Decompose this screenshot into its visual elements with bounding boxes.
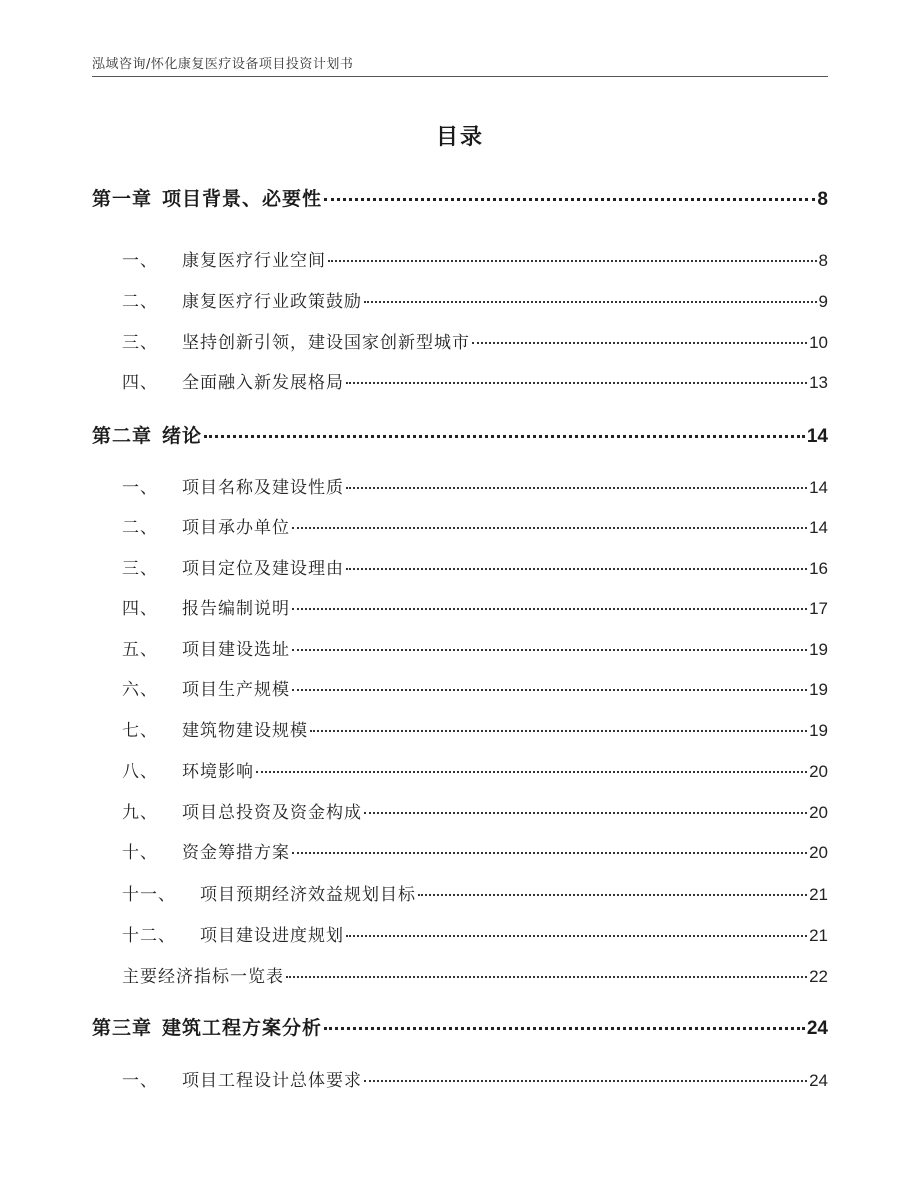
toc-section-entry[interactable] bbox=[92, 880, 828, 905]
dot-leader bbox=[292, 527, 807, 529]
toc-section-entry[interactable] bbox=[92, 554, 828, 579]
toc-section-entry[interactable] bbox=[92, 962, 828, 987]
toc-entry-number: 二、 bbox=[122, 292, 158, 312]
header-rule bbox=[92, 76, 828, 77]
toc-entry-title: 项目建设选址 bbox=[182, 640, 290, 660]
dot-leader bbox=[346, 568, 807, 570]
toc-section-entry[interactable] bbox=[92, 921, 828, 946]
toc-entry-title: 资金筹措方案 bbox=[182, 843, 290, 863]
toc-page-number: 19 bbox=[809, 680, 828, 699]
toc-entry-title: 项目生产规模 bbox=[182, 680, 290, 700]
toc-chapter-entry[interactable] bbox=[92, 1013, 828, 1040]
toc-section-entry[interactable] bbox=[92, 757, 828, 782]
toc-entry-title: 环境影响 bbox=[182, 762, 254, 782]
toc-page-number: 14 bbox=[809, 518, 828, 537]
toc-entry-number: 一、 bbox=[122, 251, 158, 271]
dot-leader bbox=[292, 649, 807, 651]
toc-section-entry[interactable] bbox=[92, 1066, 828, 1091]
toc-section-entry[interactable] bbox=[92, 635, 828, 660]
toc-page-number: 13 bbox=[809, 373, 828, 392]
toc-title: 目录 bbox=[435, 125, 484, 150]
toc-entry-label bbox=[92, 473, 344, 498]
toc-entry-number: 一、 bbox=[122, 478, 158, 498]
toc-entry-title: 项目承办单位 bbox=[182, 518, 290, 538]
toc-section-entry[interactable] bbox=[92, 473, 828, 498]
toc-section-entry[interactable] bbox=[92, 328, 828, 353]
dot-leader bbox=[472, 342, 807, 344]
toc-entry-label bbox=[92, 246, 326, 271]
toc-page-number: 9 bbox=[818, 292, 828, 311]
toc-entry-label bbox=[92, 368, 344, 393]
toc-entry-title: 建筑物建设规模 bbox=[182, 721, 308, 741]
toc-page-number: 24 bbox=[806, 1018, 828, 1039]
toc-entry-number: 十一、 bbox=[122, 885, 176, 905]
toc-entry-title: 全面融入新发展格局 bbox=[182, 373, 344, 393]
toc-entry-title: 项目定位及建设理由 bbox=[182, 559, 344, 579]
toc-entry-number: 十二、 bbox=[122, 926, 176, 946]
dot-leader bbox=[346, 935, 807, 937]
toc-page-number: 16 bbox=[809, 559, 828, 578]
toc-entry-number: 七、 bbox=[122, 721, 158, 741]
toc-section-entry[interactable] bbox=[92, 838, 828, 863]
dot-leader bbox=[346, 487, 807, 489]
toc-page-number: 10 bbox=[809, 333, 828, 352]
toc-section-entry[interactable] bbox=[92, 594, 828, 619]
toc-chapter-entry[interactable] bbox=[92, 421, 828, 448]
toc-entry-title: 坚持创新引领，建设国家创新型城市 bbox=[182, 333, 470, 353]
toc-entry-label bbox=[92, 287, 362, 312]
toc-entry-label bbox=[92, 838, 290, 863]
toc-entry-number: 三、 bbox=[122, 559, 158, 579]
dot-leader bbox=[418, 894, 807, 896]
toc-entry-label bbox=[92, 1066, 362, 1091]
dot-leader bbox=[310, 730, 807, 732]
toc-entry-title: 项目总投资及资金构成 bbox=[182, 803, 362, 823]
toc-entry-number: 九、 bbox=[122, 803, 158, 823]
toc-entry-label bbox=[92, 328, 470, 353]
toc-entry-number: 四、 bbox=[122, 599, 158, 619]
toc-entry-number: 五、 bbox=[122, 640, 158, 660]
dot-leader bbox=[364, 1080, 807, 1082]
dot-leader bbox=[364, 812, 807, 814]
toc-entry-number: 三、 bbox=[122, 333, 158, 353]
toc-entry-label bbox=[92, 594, 290, 619]
toc-entry-number: 四、 bbox=[122, 373, 158, 393]
toc-section-entry[interactable] bbox=[92, 716, 828, 741]
dot-leader bbox=[256, 771, 807, 773]
toc-page-number: 20 bbox=[809, 803, 828, 822]
toc-entry-number: 六、 bbox=[122, 680, 158, 700]
toc-page-number: 14 bbox=[806, 426, 828, 447]
toc-page-number: 24 bbox=[809, 1071, 828, 1090]
dot-leader bbox=[346, 382, 807, 384]
toc-chapter-entry[interactable] bbox=[92, 184, 828, 211]
dot-leader bbox=[328, 260, 817, 262]
toc-entry-title: 康复医疗行业政策鼓励 bbox=[182, 292, 362, 312]
toc-entry-number: 十、 bbox=[122, 843, 158, 863]
toc-entry-title: 项目背景、必要性 bbox=[162, 188, 323, 210]
toc-page-number: 17 bbox=[809, 599, 828, 618]
toc-entry-title: 主要经济指标一览表 bbox=[122, 967, 284, 987]
toc-page-number: 20 bbox=[809, 762, 828, 781]
toc-entry-title: 项目建设进度规划 bbox=[200, 926, 344, 946]
toc-page-number: 8 bbox=[817, 189, 828, 210]
dot-leader bbox=[292, 608, 807, 610]
toc-entry-number: 一、 bbox=[122, 1071, 158, 1091]
toc-entry-title: 项目工程设计总体要求 bbox=[182, 1071, 362, 1091]
toc-entry-label bbox=[92, 798, 362, 823]
toc-entry-title: 报告编制说明 bbox=[182, 599, 290, 619]
toc-page-number: 21 bbox=[809, 926, 828, 945]
toc-entry-title: 项目预期经济效益规划目标 bbox=[200, 885, 416, 905]
toc-section-entry[interactable] bbox=[92, 287, 828, 312]
dot-leader bbox=[364, 301, 817, 303]
toc-entry-label bbox=[92, 1013, 322, 1040]
toc-entry-label bbox=[92, 921, 344, 946]
dot-leader bbox=[292, 689, 807, 691]
toc-entry-label bbox=[92, 184, 322, 211]
dot-leader bbox=[324, 198, 815, 201]
toc-section-entry[interactable] bbox=[92, 368, 828, 393]
toc-entry-label bbox=[92, 880, 416, 905]
toc-entry-title: 康复医疗行业空间 bbox=[182, 251, 326, 271]
dot-leader bbox=[286, 976, 807, 978]
toc-section-entry[interactable] bbox=[92, 513, 828, 538]
toc-entry-title: 项目名称及建设性质 bbox=[182, 478, 344, 498]
toc-entry-number: 第一章 bbox=[92, 188, 153, 210]
toc-page-number: 22 bbox=[809, 967, 828, 986]
toc-page-number: 8 bbox=[818, 251, 828, 270]
toc-page-number: 19 bbox=[809, 721, 828, 740]
toc-entry-label bbox=[92, 421, 202, 448]
toc-entry-title: 绪论 bbox=[162, 425, 203, 447]
toc-entry-label bbox=[92, 757, 254, 782]
toc-page-number: 14 bbox=[809, 478, 828, 497]
running-header: 泓域咨询/怀化康复医疗设备项目投资计划书 bbox=[92, 57, 354, 72]
dot-leader bbox=[324, 1027, 805, 1030]
toc-entry-label bbox=[92, 675, 290, 700]
toc-page-number: 21 bbox=[809, 885, 828, 904]
toc-entry-number: 八、 bbox=[122, 762, 158, 782]
toc-page-number: 20 bbox=[809, 843, 828, 862]
toc-section-entry[interactable] bbox=[92, 246, 828, 271]
toc-entry-label bbox=[92, 554, 344, 579]
toc-section-entry[interactable] bbox=[92, 798, 828, 823]
toc-entry-number: 第二章 bbox=[92, 425, 153, 447]
dot-leader bbox=[204, 435, 805, 438]
toc-page-number: 19 bbox=[809, 640, 828, 659]
toc-entry-label bbox=[92, 716, 308, 741]
toc-entry-title: 建筑工程方案分析 bbox=[162, 1017, 323, 1039]
dot-leader bbox=[292, 852, 807, 854]
toc-entry-label bbox=[92, 635, 290, 660]
toc-entry-label bbox=[92, 962, 284, 987]
toc-entry-label bbox=[92, 513, 290, 538]
toc-entry-number: 第三章 bbox=[92, 1017, 153, 1039]
toc-section-entry[interactable] bbox=[92, 675, 828, 700]
toc-entry-number: 二、 bbox=[122, 518, 158, 538]
